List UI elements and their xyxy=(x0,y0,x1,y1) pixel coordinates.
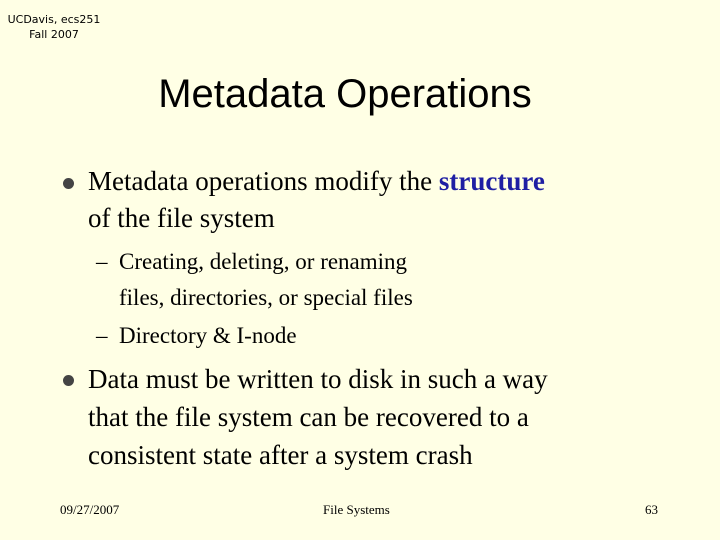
subitem-1-text xyxy=(119,244,413,316)
subitem-2 xyxy=(96,318,596,354)
bullet-dot-icon xyxy=(63,178,74,189)
term-label: Fall 2007 xyxy=(29,28,79,41)
bullet-dot-icon xyxy=(63,375,74,386)
bullet-2-text xyxy=(88,360,688,474)
course-header xyxy=(0,12,108,42)
subitem-2-text: Directory & I-node xyxy=(119,323,297,348)
course-label: UCDavis, ecs251 xyxy=(7,13,101,26)
subitem-1-line-1: Creating, deleting, or renaming xyxy=(119,249,408,274)
bullet-1-line-2: of the file system xyxy=(88,203,275,233)
subitem-1 xyxy=(96,244,596,316)
emphasis-word: structure xyxy=(438,166,545,196)
slide-title: Metadata Operations xyxy=(158,72,532,116)
bullet-1-text xyxy=(88,163,688,237)
bullet-2-line-3: consistent state after a system crash xyxy=(88,440,473,470)
footer-title: File Systems xyxy=(323,502,390,517)
footer-date: 09/27/2007 xyxy=(60,502,120,517)
bullet-1-line-1 xyxy=(88,163,688,200)
bullet-2-line-2: that the file system can be recovered to a xyxy=(88,402,529,432)
page-number: 63 xyxy=(645,502,658,517)
subitem-1-line-2: files, directories, or special files xyxy=(119,285,413,310)
bullet-1-line-1-text: Metadata operations modify the xyxy=(88,166,439,196)
dash-icon: – xyxy=(96,249,108,274)
bullet-2-line-1: Data must be written to disk in such a way xyxy=(88,364,548,394)
dash-icon: – xyxy=(96,323,108,348)
